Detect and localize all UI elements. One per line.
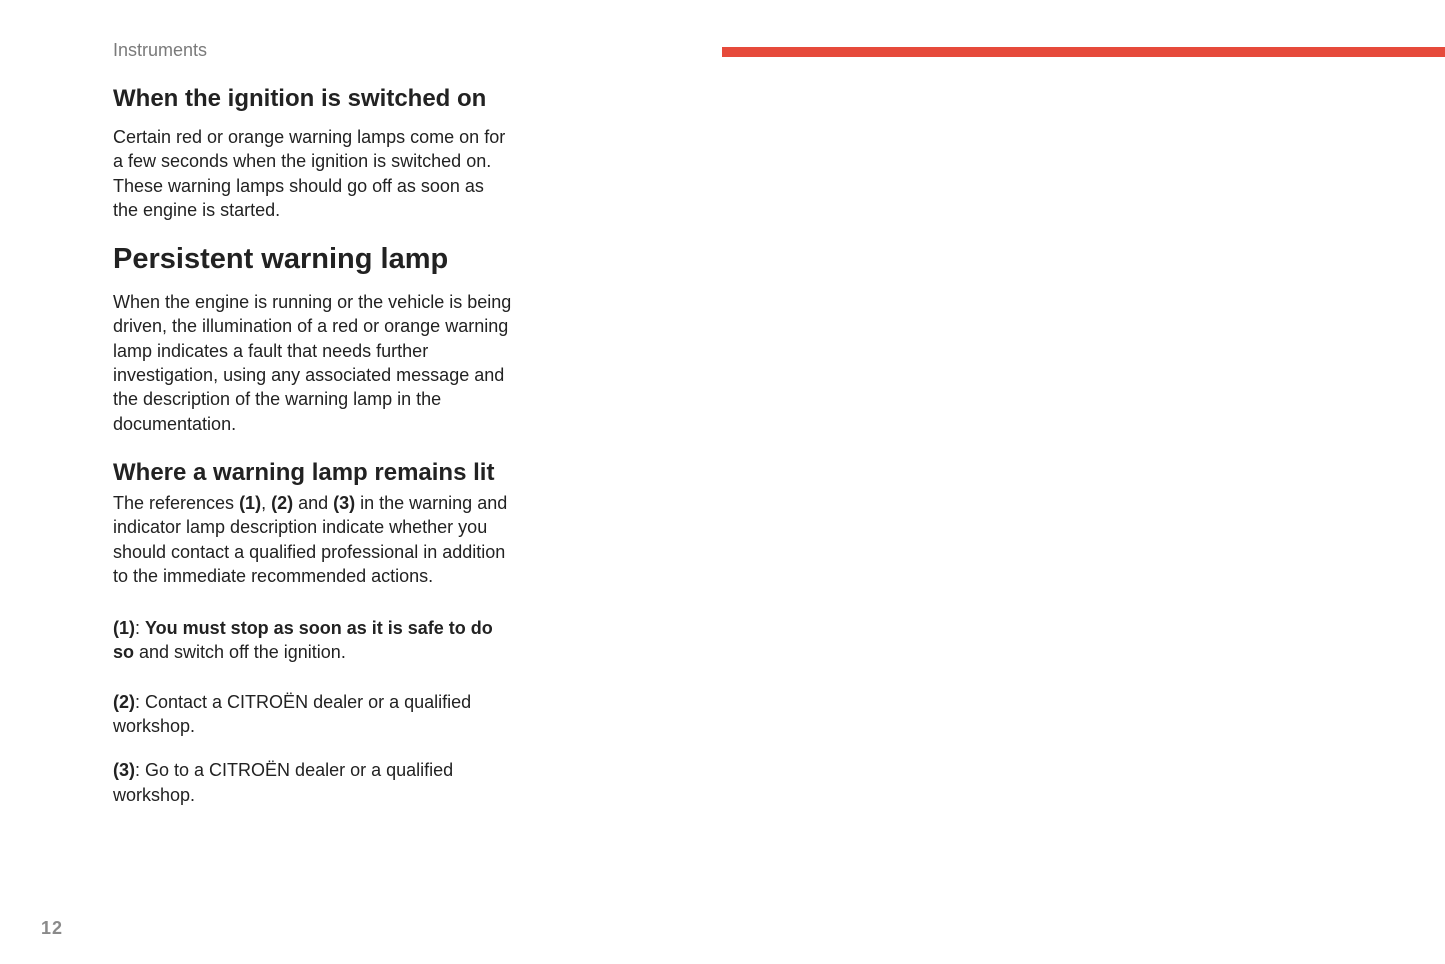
note-2: (2): Contact a CITROËN dealer or a qualified workshop. xyxy=(113,691,472,737)
content-column xyxy=(113,84,513,807)
section-label: Instruments xyxy=(113,40,208,60)
note-3: (3): Go to a CITROËN dealer or a qualified workshop. xyxy=(113,760,454,805)
page-number: 12 xyxy=(41,918,64,938)
paragraph-persistent: When the engine is running or the vehicle is being driven, the illumination of a red or orange warning lamp indicates a fault that needs further investigation, using any associated message and the description of the warning lamp in the documentation. xyxy=(113,292,512,434)
paragraph-ignition: Certain red or orange warning lamps come on for a few seconds when the ignition is switched on. These warning lamps should go off as soon as the engine is started. xyxy=(113,127,506,220)
accent-bar xyxy=(722,47,1445,57)
note-1: (1): You must stop as soon as it is safe to do so and switch off the ignition. xyxy=(113,618,493,663)
ref-2: (2) xyxy=(271,492,294,513)
note-1-emphasis: You must stop as soon as it is safe to do so xyxy=(113,618,493,663)
ref-1: (1) xyxy=(239,492,262,513)
heading-remains-lit: Where a warning lamp remains lit xyxy=(113,458,495,486)
paragraph-remains-lit: The references (1), (2) and (3) in the warning and indicator lamp description indicate whether you should contact a qualified professional in addition to the immediate recommended actions. xyxy=(113,492,508,586)
heading-ignition: When the ignition is switched on xyxy=(113,85,487,112)
ref-3: (3) xyxy=(333,492,356,513)
heading-persistent: Persistent warning lamp xyxy=(113,243,449,276)
